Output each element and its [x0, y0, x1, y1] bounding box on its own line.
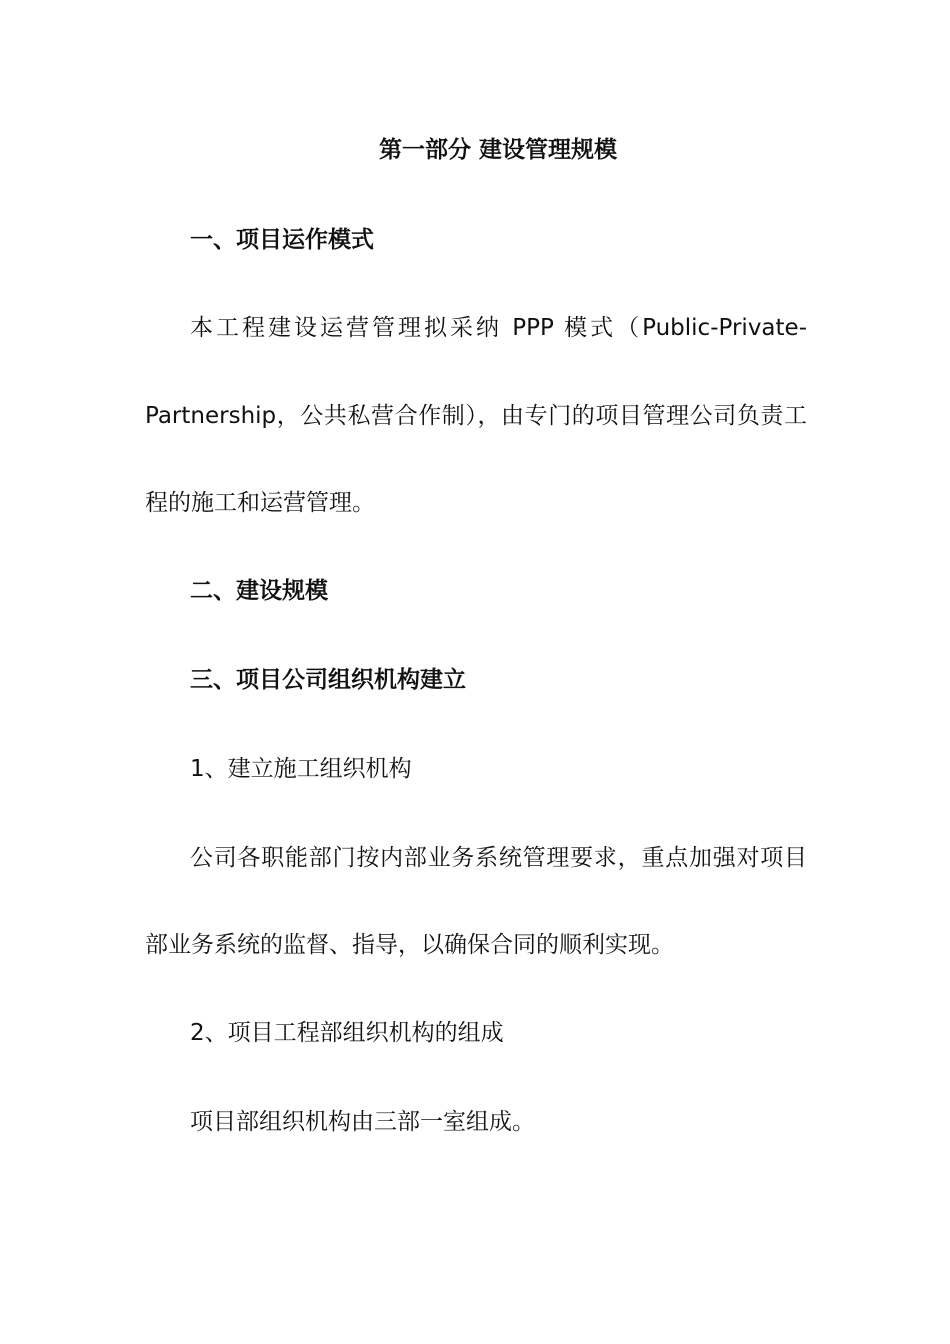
page-title: 第一部分 建设管理规模	[378, 137, 617, 163]
paragraph-line: 部业务系统的监督、指导，以确保合同的顺利实现。	[145, 932, 674, 958]
paragraph-line: 本工程建设运营管理拟采纳 PPP 模式（Public-Private-	[190, 315, 807, 341]
subsection-heading-project-dept: 2、项目工程部组织机构的组成	[190, 1020, 504, 1046]
paragraph-line: 公司各职能部门按内部业务系统管理要求，重点加强对项目	[190, 845, 807, 871]
section-heading-operation-mode: 一、项目运作模式	[190, 227, 374, 253]
paragraph-line: Partnership，公共私营合作制），由专门的项目管理公司负责工	[145, 403, 807, 429]
paragraph-line: 项目部组织机构由三部一室组成。	[190, 1109, 535, 1135]
paragraph-line: 程的施工和运营管理。	[145, 490, 375, 516]
section-heading-organization: 三、项目公司组织机构建立	[190, 667, 466, 693]
subsection-heading-construction-org: 1、建立施工组织机构	[190, 756, 412, 782]
section-heading-construction-scale: 二、建设规模	[190, 578, 328, 604]
